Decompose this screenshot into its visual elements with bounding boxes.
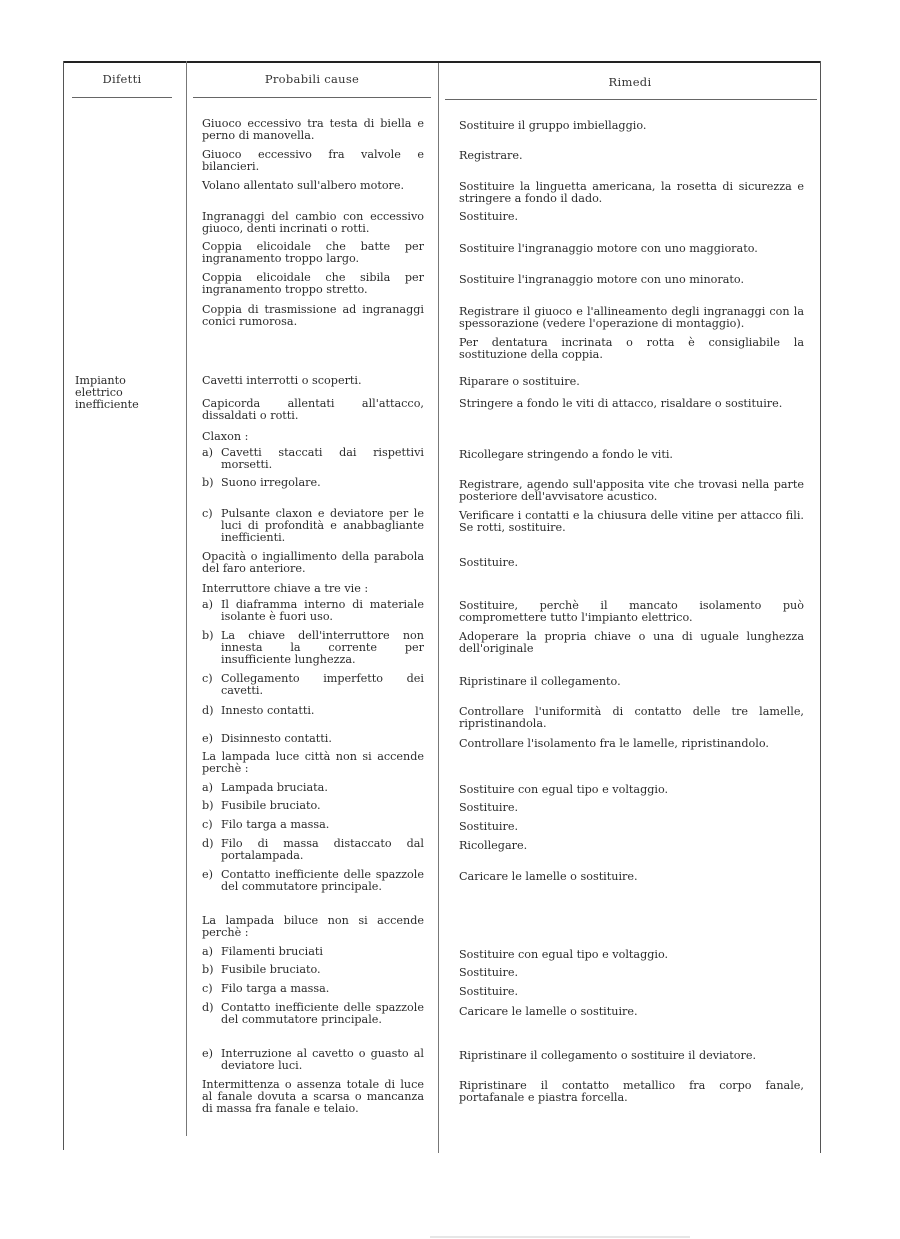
cause-label: e) <box>202 868 213 881</box>
cause-item <box>202 272 424 296</box>
header-probabili-cause: Probabili cause <box>264 72 360 86</box>
cause-subitem <box>202 838 424 862</box>
header-rule-col1 <box>72 97 172 98</box>
cause-label: a) <box>202 598 214 611</box>
cause-subitem <box>202 1002 424 1026</box>
remedy-item: Ripristinare il contatto metallico fra corpo fanale, portafanale e piastra forcella. <box>459 1079 804 1105</box>
header-difetti: Difetti <box>102 72 142 86</box>
cause-heading-interruttore <box>202 583 424 595</box>
cause-text: Giuoco eccessivo tra testa di biella e perno di manovella. <box>202 117 424 143</box>
cause-subitem <box>202 1048 424 1072</box>
cause-subitem <box>202 447 424 471</box>
header-rule-col3 <box>445 99 817 100</box>
column-divider-2 <box>438 63 439 1153</box>
cause-text: Collegamento imperfetto dei cavetti. <box>221 672 424 698</box>
cause-label: a) <box>202 945 214 958</box>
cause-label: c) <box>202 982 213 995</box>
cause-text: Claxon : <box>202 430 249 443</box>
cause-text: Interruzione al cavetto o guasto al deviatore luci. <box>221 1047 424 1073</box>
cause-text: Coppia elicoidale che sibila per ingranamento troppo stretto. <box>202 271 424 297</box>
cause-label: c) <box>202 818 213 831</box>
remedy-item: Registrare. <box>459 149 523 162</box>
remedy-item: Riparare o sostituire. <box>459 375 580 388</box>
cause-text: Cavetti staccati dai rispettivi morsetti. <box>221 446 424 472</box>
cause-item <box>202 241 424 265</box>
column-divider-1 <box>186 61 187 1136</box>
cause-text: Lampada bruciata. <box>221 781 328 794</box>
remedy-item: Controllare l'uniformità di contatto delle tre lamelle, ripristinandola. <box>459 705 804 731</box>
remedy-item: Controllare l'isolamento fra le lamelle, ripristinandolo. <box>459 737 769 750</box>
table-top-rule <box>63 61 821 63</box>
cause-text: Cavetti interrotti o scoperti. <box>202 374 362 387</box>
remedy-item: Sostituire la linguetta americana, la rosetta di sicurezza e stringere a fondo il dado. <box>459 180 804 206</box>
cause-item <box>202 180 424 192</box>
cause-label: e) <box>202 732 213 745</box>
remedy-item: Sostituire con egual tipo e voltaggio. <box>459 948 669 961</box>
remedy-item: Sostituire. <box>459 210 519 223</box>
cause-label: d) <box>202 704 214 717</box>
cause-text: Pulsante claxon e deviatore per le luci di profondità e anabbagliante inefficienti. <box>221 507 424 545</box>
page-bottom-shadow <box>430 1236 690 1238</box>
remedy-item: Ripristinare il collegamento. <box>459 675 621 688</box>
defect-impianto-elettrico: Impianto elettrico inefficiente <box>75 374 139 412</box>
cause-text: Volano allentato sull'albero motore. <box>202 179 405 192</box>
remedy-item: Ripristinare il collegamento o sostituire il deviatore. <box>459 1049 757 1062</box>
cause-text: Disinnesto contatti. <box>221 732 332 745</box>
cause-subitem <box>202 946 424 958</box>
cause-label: d) <box>202 1001 214 1014</box>
cause-subitem <box>202 983 424 995</box>
cause-text: La lampada biluce non si accende perchè : <box>202 914 424 940</box>
cause-text: Intermittenza o assenza totale di luce al fanale dovuta a scarsa o mancanza di massa fra fanale e telaio. <box>202 1078 424 1116</box>
header-rimedi: Rimedi <box>608 75 652 89</box>
cause-heading-luce-citta <box>202 751 424 775</box>
remedy-item: Sostituire l'ingranaggio motore con uno maggiorato. <box>459 242 758 255</box>
cause-subitem <box>202 733 424 745</box>
cause-item <box>202 304 424 328</box>
remedy-item: Per dentatura incrinata o rotta è consigliabile la sostituzione della coppia. <box>459 336 804 362</box>
cause-label: c) <box>202 672 213 685</box>
cause-text: Giuoco eccessivo fra valvole e bilancieri. <box>202 148 424 174</box>
cause-text: Suono irregolare. <box>221 476 321 489</box>
table-left-border <box>63 61 64 1150</box>
remedy-item: Ricollegare. <box>459 839 528 852</box>
remedy-item: Caricare le lamelle o sostituire. <box>459 870 638 883</box>
cause-item <box>202 551 424 575</box>
remedy-item: Registrare, agendo sull'apposita vite che trovasi nella parte posteriore dell'avvisatore acustico. <box>459 478 804 504</box>
cause-text: Fusibile bruciato. <box>221 799 321 812</box>
cause-text: Filo targa a massa. <box>221 982 330 995</box>
cause-label: b) <box>202 799 214 812</box>
remedy-item: Stringere a fondo le viti di attacco, risaldare o sostituire. <box>459 397 783 410</box>
cause-text: Fusibile bruciato. <box>221 963 321 976</box>
cause-item <box>202 375 424 387</box>
cause-item <box>202 149 424 173</box>
remedy-item: Sostituire con egual tipo e voltaggio. <box>459 783 669 796</box>
cause-text: Coppia di trasmissione ad ingranaggi conici rumorosa. <box>202 303 424 329</box>
cause-item <box>202 1079 424 1116</box>
cause-subitem <box>202 599 424 623</box>
cause-subitem <box>202 819 424 831</box>
cause-text: La chiave dell'interruttore non innesta la corrente per insufficiente lunghezza. <box>221 629 424 667</box>
remedy-item: Sostituire il gruppo imbiellaggio. <box>459 119 647 132</box>
cause-label: b) <box>202 963 214 976</box>
remedy-item: Sostituire, perchè il mancato isolamento può compromettere tutto l'impianto elettrico. <box>459 599 804 625</box>
remedy-item: Adoperare la propria chiave o una di uguale lunghezza dell'originale <box>459 630 804 656</box>
cause-text: Filo di massa distaccato dal portalampada. <box>221 837 424 863</box>
remedy-item: Sostituire. <box>459 985 519 998</box>
cause-subitem <box>202 964 424 976</box>
cause-subitem <box>202 705 424 717</box>
cause-text: Filamenti bruciati <box>221 945 323 958</box>
cause-text: Contatto inefficiente delle spazzole del commutatore principale. <box>221 1001 424 1027</box>
cause-text: Coppia elicoidale che batte per ingranamento troppo largo. <box>202 240 424 266</box>
remedy-item: Caricare le lamelle o sostituire. <box>459 1005 638 1018</box>
remedy-item: Sostituire l'ingranaggio motore con uno minorato. <box>459 273 745 286</box>
cause-text: Filo targa a massa. <box>221 818 330 831</box>
cause-subitem <box>202 508 424 545</box>
cause-label: b) <box>202 629 214 642</box>
table-right-border <box>820 61 821 1153</box>
cause-label: a) <box>202 781 214 794</box>
cause-label: d) <box>202 837 214 850</box>
remedy-item: Sostituire. <box>459 801 519 814</box>
cause-label: b) <box>202 476 214 489</box>
remedy-item: Ricollegare stringendo a fondo le viti. <box>459 448 673 461</box>
cause-label: e) <box>202 1047 213 1060</box>
remedy-item: Sostituire. <box>459 966 519 979</box>
cause-text: Ingranaggi del cambio con eccessivo giuoco, denti incrinati o rotti. <box>202 210 424 236</box>
cause-subitem <box>202 869 424 893</box>
cause-subitem <box>202 782 424 794</box>
cause-text: Opacità o ingiallimento della parabola del faro anteriore. <box>202 550 424 576</box>
cause-text: Innesto contatti. <box>221 704 315 717</box>
cause-text: Interruttore chiave a tre vie : <box>202 582 369 595</box>
remedy-item: Registrare il giuoco e l'allineamento degli ingranaggi con la spessorazione (vedere l'operazione di montaggio). <box>459 305 804 331</box>
cause-item <box>202 398 424 422</box>
header-rule-col2 <box>193 97 431 98</box>
cause-label: a) <box>202 446 214 459</box>
cause-item <box>202 211 424 235</box>
cause-text: La lampada luce città non si accende perchè : <box>202 750 424 776</box>
cause-heading-claxon <box>202 431 424 443</box>
cause-text: Il diaframma interno di materiale isolante è fuori uso. <box>221 598 424 624</box>
cause-label: c) <box>202 507 213 520</box>
cause-subitem <box>202 477 424 489</box>
remedy-item: Verificare i contatti e la chiusura delle vitine per attacco fili. Se rotti, sostituire. <box>459 509 804 535</box>
remedy-item: Sostituire. <box>459 820 519 833</box>
cause-text: Contatto inefficiente delle spazzole del commutatore principale. <box>221 868 424 894</box>
cause-subitem <box>202 630 424 667</box>
cause-subitem <box>202 673 424 697</box>
cause-text: Capicorda allentati all'attacco, dissaldati o rotti. <box>202 397 424 423</box>
cause-item <box>202 118 424 142</box>
cause-heading-biluce <box>202 915 424 939</box>
remedy-item: Sostituire. <box>459 556 519 569</box>
cause-subitem <box>202 800 424 812</box>
